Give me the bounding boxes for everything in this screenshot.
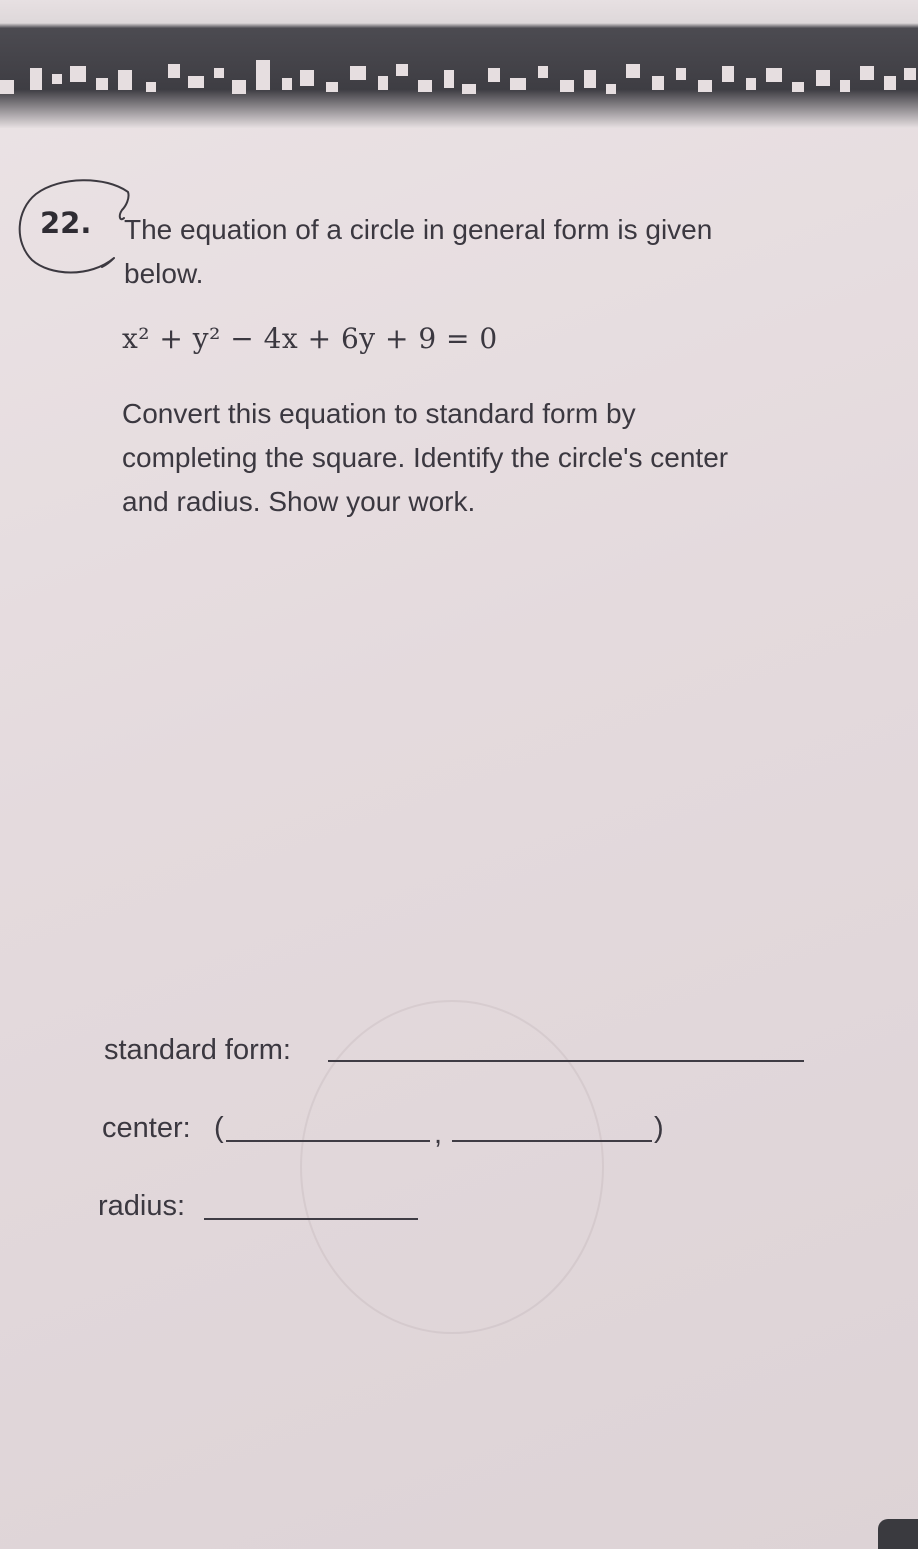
pattern-block	[766, 68, 782, 82]
center-open-paren: (	[214, 1112, 224, 1144]
pattern-block	[30, 68, 42, 90]
pattern-block	[840, 80, 850, 92]
pattern-block	[606, 84, 616, 94]
pattern-block	[698, 80, 712, 92]
center-close-paren: )	[654, 1112, 664, 1144]
pattern-block	[884, 76, 896, 90]
pattern-block	[282, 78, 292, 90]
pattern-block	[860, 66, 874, 80]
standard-form-answer-line[interactable]	[328, 1060, 804, 1062]
center-label: center:	[102, 1112, 191, 1144]
pattern-block	[652, 76, 664, 90]
center-x-answer-line[interactable]	[226, 1140, 430, 1142]
header-band	[0, 0, 918, 128]
pattern-block	[444, 70, 454, 88]
pixel-pattern	[0, 60, 918, 120]
question-instructions: Convert this equation to standard form by completing the square. Identify the circle's center and radius. Show your work.	[122, 398, 729, 517]
center-comma: ,	[434, 1118, 443, 1150]
pattern-block	[300, 70, 314, 86]
center-y-answer-line[interactable]	[452, 1140, 652, 1142]
pattern-block	[96, 78, 108, 90]
pattern-block	[538, 66, 548, 78]
bleed-through-circle	[300, 1000, 604, 1334]
pattern-block	[232, 80, 246, 94]
pattern-block	[350, 66, 366, 80]
question-number: 22.	[40, 206, 92, 240]
pattern-block	[904, 68, 916, 80]
pattern-block	[792, 82, 804, 92]
pattern-block	[326, 82, 338, 92]
standard-form-label: standard form:	[104, 1034, 291, 1066]
pattern-block	[584, 70, 596, 88]
question-prompt: The equation of a circle in general form is given below.	[124, 214, 713, 289]
pattern-block	[146, 82, 156, 92]
pattern-block	[488, 68, 500, 82]
pattern-block	[70, 66, 86, 82]
pattern-block	[418, 80, 432, 92]
pattern-block	[118, 70, 132, 90]
pattern-block	[676, 68, 686, 80]
general-form-equation: x² + y² − 4x + 6y + 9 = 0	[122, 322, 498, 355]
pattern-block	[510, 78, 526, 90]
corner-shadow	[878, 1519, 918, 1549]
pattern-block	[396, 64, 408, 76]
pattern-block	[626, 64, 640, 78]
pattern-block	[0, 80, 14, 94]
pattern-block	[52, 74, 62, 84]
pattern-block	[560, 80, 574, 92]
pattern-block	[256, 60, 270, 90]
radius-answer-line[interactable]	[204, 1218, 418, 1220]
pattern-block	[746, 78, 756, 90]
pattern-block	[378, 76, 388, 90]
pattern-block	[214, 68, 224, 78]
pattern-block	[722, 66, 734, 82]
pattern-block	[188, 76, 204, 88]
pattern-block	[462, 84, 476, 94]
pattern-block	[816, 70, 830, 86]
pattern-block	[168, 64, 180, 78]
radius-label: radius:	[98, 1190, 186, 1222]
